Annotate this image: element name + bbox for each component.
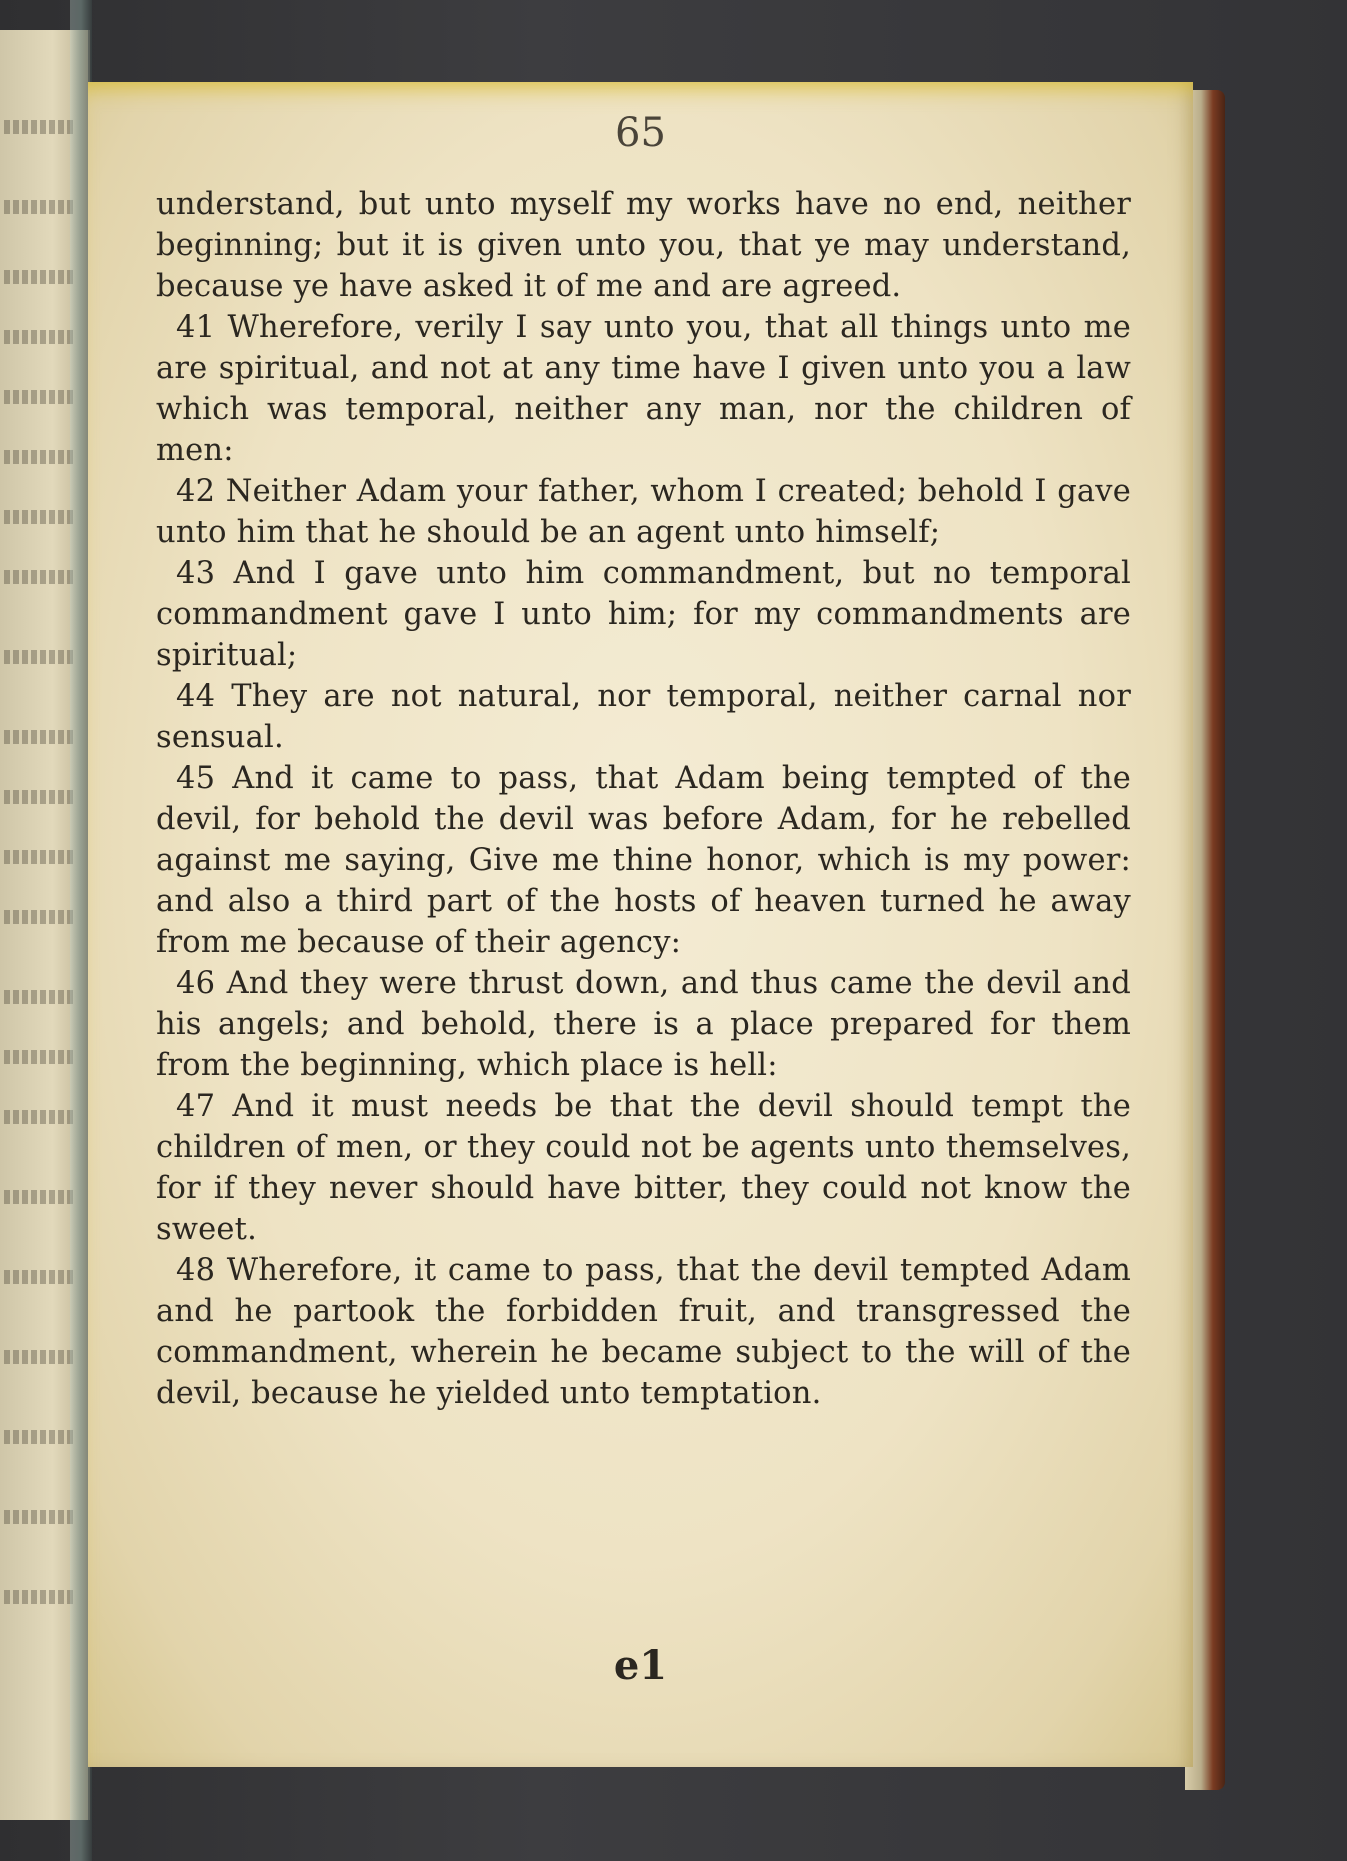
verse-41: 41 Wherefore, verily I say unto you, that all things unto me are spiritual, and not at any time have I given unto you a law which was temporal, neither any man, nor the children of men: bbox=[156, 310, 1131, 468]
verse-42: 42 Neither Adam your father, whom I created; behold I gave unto him that he should be an agent unto himself; bbox=[156, 474, 1131, 550]
facing-page-text-fragment bbox=[4, 730, 74, 744]
verse-43: 43 And I gave unto him commandment, but no temporal commandment gave I unto him; for my commandments are spiritual; bbox=[156, 556, 1131, 673]
continuation-paragraph: understand, but unto myself my works have no end, neither beginning; but it is given unto you, that ye may understand, because ye have asked it of me and are agreed. bbox=[156, 187, 1131, 304]
verse-48: 48 Wherefore, it came to pass, that the devil tempted Adam and he partook the forbidden fruit, and transgressed the commandment, wherein he became subject to the will of the devil, because he yielded unto temptation. bbox=[156, 1253, 1131, 1411]
verse-47: 47 And it must needs be that the devil should tempt the children of men, or they could not be agents unto themselves, for if they never should have bitter, they could not know the sweet. bbox=[156, 1089, 1131, 1247]
facing-page-text-fragment bbox=[4, 1050, 74, 1064]
verse-45: 45 And it came to pass, that Adam being tempted of the devil, for behold the devil was before Adam, for he rebelled against me saying, Give me thine honor, which is my power: and also a third part of the hosts of heaven turned he away from me because of their agency: bbox=[156, 761, 1131, 960]
facing-page-text-fragment bbox=[4, 1510, 74, 1524]
facing-page-text-fragment bbox=[4, 1590, 74, 1604]
facing-page-text-fragment bbox=[4, 1270, 74, 1284]
facing-page-text-fragment bbox=[4, 850, 74, 864]
signature-mark: e1 bbox=[613, 1642, 668, 1689]
facing-page-text-fragment bbox=[4, 790, 74, 804]
facing-page-text-fragment bbox=[4, 1190, 74, 1204]
facing-page-text-fragment bbox=[4, 200, 74, 214]
facing-page-text-fragment bbox=[4, 450, 74, 464]
facing-page-text-fragment bbox=[4, 990, 74, 1004]
page-body bbox=[156, 184, 1131, 1414]
facing-page-text-fragment bbox=[4, 1110, 74, 1124]
facing-page-text-fragment bbox=[4, 570, 74, 584]
verse-46: 46 And they were thrust down, and thus came the devil and his angels; and behold, there is a place prepared for them from the beginning, which place is hell: bbox=[156, 966, 1131, 1083]
facing-page-text-fragment bbox=[4, 1430, 74, 1444]
page-number: 65 bbox=[615, 110, 666, 156]
verse-44: 44 They are not natural, nor temporal, neither carnal nor sensual. bbox=[156, 679, 1131, 755]
facing-page-text-fragment bbox=[4, 120, 74, 134]
facing-page-text-fragment bbox=[4, 270, 74, 284]
facing-page-text-fragment bbox=[4, 910, 74, 924]
facing-page-text-fragment bbox=[4, 510, 74, 524]
facing-page-text-fragment bbox=[4, 390, 74, 404]
facing-page-text-fragment bbox=[4, 330, 74, 344]
book-page bbox=[88, 82, 1193, 1767]
facing-page-text-fragment bbox=[4, 650, 74, 664]
facing-page-text-fragment bbox=[4, 1350, 74, 1364]
